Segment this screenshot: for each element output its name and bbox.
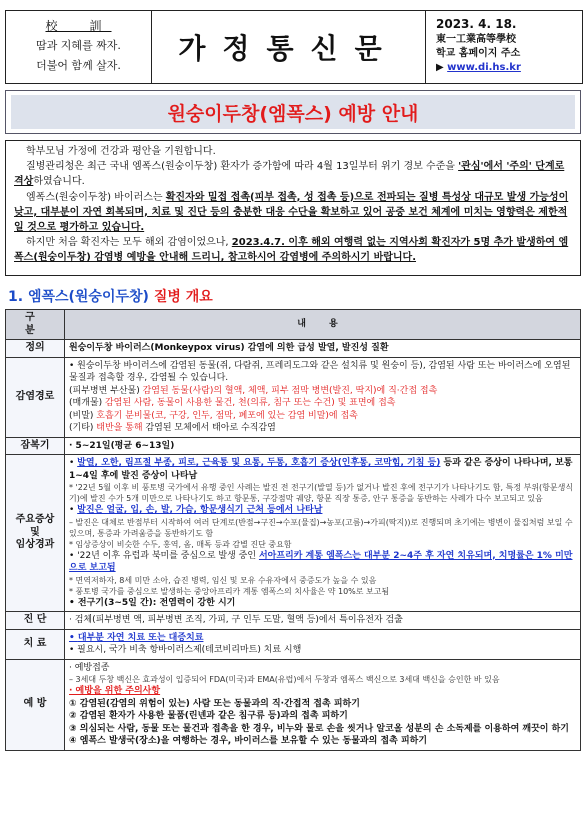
intro-box: [5, 140, 581, 276]
intro-paragraph: [14, 190, 574, 236]
section-number: 1.: [8, 289, 24, 305]
intro-paragraph: [14, 159, 574, 189]
table-row-incubation: [6, 437, 581, 455]
row-content: · 검체(피부병변 액, 피부병변 조직, 가피, 구 인두 도말, 혈액 등)에서 특이유전자 검출: [65, 612, 581, 630]
prevention-heading: · 예방을 위한 주의사항: [69, 686, 161, 696]
row-content: [65, 659, 581, 750]
newsletter-title: 가정통신문: [178, 32, 399, 65]
table-row-route: [6, 357, 581, 437]
text: 감염된 모체에서 태아로 수직감염: [142, 423, 276, 433]
table-header-row: [6, 310, 581, 340]
route-item: [69, 422, 576, 435]
text: 임상경과: [15, 539, 55, 551]
text: 등과 같은 증상이 나타나며, 보통 1~4일 후에 발진 증상이 나타남: [69, 458, 573, 481]
row-content: [65, 455, 581, 612]
triangle-icon: ▶: [436, 62, 448, 73]
prevention-item: ① 감염된(감염의 위험이 있는) 사람 또는 동물과의 직·간접적 접촉 피하기: [69, 698, 360, 709]
row-label: 정의: [6, 340, 65, 358]
symptom-note: * 면역저하자, 8세 미만 소아, 습진 병력, 임신 및 모유 수유자에서 중증도가 높을 수 있음: [69, 575, 377, 585]
alert-level-text: '관심'에서 '주의' 단계로 격상: [14, 161, 565, 188]
table-row-diagnosis: [6, 612, 581, 630]
table-row-prevention: [6, 659, 581, 750]
text: 감염된 사람, 동물이 사용한 물건, 천(의류, 침구 또는 수건) 및 표면에 접촉: [104, 398, 396, 408]
row-label: 진 단: [6, 612, 65, 630]
row-label: 치 료: [6, 629, 65, 659]
table-row-definition: [6, 340, 581, 358]
text: 감염된 동물(사람)의 혈액, 체액, 피부 점막 병변(발진, 딱지)에 직·간접 접촉: [142, 385, 438, 396]
symptom-note: – 발진은 대체로 반점부터 시작하여 여러 단계로(반점→구진→수포(물집)→농포(고름)→가피(딱지))로 진행되며 초기에는 병변이 물집처럼 보일 수 있으며, 통증과 가려움증을 동반하기도 함: [69, 517, 573, 538]
text: (매개물): [69, 398, 105, 408]
motto-heading: 校 訓: [45, 19, 112, 33]
text: '22년 이후 유럽과 북미를 중심으로 발생 중인: [77, 550, 259, 561]
text: (피부병변 부산물): [69, 385, 143, 396]
treatment-item: • 대부분 자연 치료 또는 대증치료: [69, 632, 204, 643]
intro-paragraph: [14, 235, 574, 265]
text: 서아프리카 계통 엠폭스는 대부분 2~4주 후 자연 치유되며, 치명률은 1% 미만으로 보고됨: [69, 550, 573, 573]
overview-table: [5, 309, 581, 751]
text: 대부분 자연 치료 또는 대증치료: [77, 632, 204, 643]
table-row-treatment: [6, 629, 581, 659]
text: 및: [30, 526, 40, 538]
text: 호흡기 분비물(코, 구강, 인두, 점막, 폐포에 있는 감염 비말)에 접촉: [96, 410, 358, 421]
route-item: [69, 397, 576, 410]
symptom-note: * 풍토병 국가를 중심으로 발생하는 중앙아프리카 계통 엠폭스의 치사율은 약 10%로 보고됨: [69, 586, 390, 596]
school-motto: [6, 11, 152, 83]
symptom-item: • 발진은 얼굴, 입, 손, 발, 가슴, 항문생식기 근처 등에서 나타남: [69, 505, 323, 515]
row-content: [65, 357, 581, 437]
text: 전구기(3~5일 간): 전염력이 강한 시기: [77, 597, 236, 608]
column-header: 구 분: [6, 310, 65, 340]
prevention-note: – 3세대 두창 백신은 효과성이 입증되어 FDA(미국)과 EMA(유럽)에서 두창과 엠폭스 백신으로 3세대 백신을 승인한 바 있음: [69, 675, 500, 684]
prevention-heading: · 예방접종: [69, 662, 110, 673]
treatment-item: • 필요시, 국가 비축 항바이러스제(테코비리마트) 치료 시행: [69, 645, 302, 655]
row-label: 예 방: [6, 659, 65, 750]
notice-banner: [5, 90, 581, 134]
text: 하지만 처음 확진자는 모두 해외 감염이었으나,: [26, 237, 232, 249]
text: 태반을 통해: [96, 423, 143, 433]
row-label: 잠복기: [6, 437, 65, 455]
section-title-sub: 질병 개요: [153, 289, 213, 305]
table-row-symptoms: [6, 455, 581, 612]
route-intro: • 원숭이두창 바이러스에 감염된 동물(쥐, 다람쥐, 프레리도그와 같은 설치류 및 원숭이 등), 감염된 사람 또는 바이러스에 오염된 물질과 접촉할 경우, 감염될 수 있습니다.: [69, 360, 571, 383]
text: 발열, 오한, 림프절 부종, 피로, 근육통 및 요통, 두통, 호흡기 증상(인후통, 코막힘, 기침 등): [77, 458, 441, 468]
school-info: [425, 11, 582, 83]
text: (기타): [69, 423, 97, 433]
section-title-main: 엠폭스(원숭이두창): [27, 289, 149, 305]
school-name: 東一工業高等學校: [436, 34, 516, 45]
text: (비말): [69, 410, 97, 421]
prevention-item: ② 감염된 환자가 사용한 물품(린넨과 같은 침구류 등)과의 접촉 피하기: [69, 711, 348, 721]
column-header: 내 용: [65, 310, 581, 340]
notice-title: 원숭이두창(엠폭스) 예방 안내: [11, 95, 575, 129]
homepage-link[interactable]: www.di.hs.kr: [447, 62, 521, 73]
symptom-note: * 임상증상이 비슷한 수두, 홍역, 옴, 매독 등과 감별 진단 중요함: [69, 539, 292, 549]
text: 필요시, 국가 비축 항바이러스제(테코비리마트) 치료 시행: [77, 645, 302, 655]
emphasis-text: 2023.4.7. 이후 해외 여행력 없는 지역사회 확진자가 5명 추가 발생하여 엠폭스(원숭이두창) 감염병 예방을 안내해 드리니, 참고하시어 감염병에 주의하시기 바랍니다.: [14, 237, 569, 264]
text: 주요증상: [15, 514, 55, 526]
row-label: [6, 455, 65, 612]
prevention-item: ④ 엠폭스 발생국(장소)을 여행하는 경우, 바이러스를 보유할 수 있는 동물과의 접촉 피하기: [69, 736, 428, 746]
symptom-item: • '22년 이후 유럽과 북미를 중심으로 발생 중인 서아프리카 계통 엠폭스는 대부분 2~4주 후 자연 치유되며, 치명률은 1% 미만으로 보고됨: [69, 550, 573, 573]
intro-paragraph: 학부모님 가정에 건강과 평안을 기원합니다.: [26, 146, 216, 157]
row-content: 원숭이두창 바이러스(Monkeypox virus) 감염에 의한 급성 발열, 발진성 질환: [65, 340, 581, 358]
issue-date: 2023. 4. 18.: [436, 17, 517, 31]
homepage-label: 학교 홈페이지 주소: [436, 48, 521, 59]
route-item: [69, 410, 576, 423]
symptom-item: • 전구기(3~5일 간): 전염력이 강한 시기: [69, 597, 236, 608]
symptom-item: • 발열, 오한, 림프절 부종, 피로, 근육통 및 요통, 두통, 호흡기 증상(인후통, 코막힘, 기침 등) 등과 같은 증상이 나타나며, 보통 1~4일 후에 발진 증상이 나타남: [69, 458, 573, 481]
row-content: [65, 629, 581, 659]
symptom-note: * '22년 5월 이후 비 풍토병 국가에서 유행 중인 사례는 발진 전 전구기(발열 등)가 없거나 발진 후에 전구기가 나타나기도 함, 특정 부위(항문생식기)에 발진 수가 5개 미만으로 나타나기도 하고 항문통, 구강점막 궤양, 항문 직장 통증, 안구 통증을 동반하는 사례가 다수 보고되고 있음: [69, 483, 574, 503]
section-heading: [8, 286, 213, 306]
row-label: 감염경로: [6, 357, 65, 437]
header: [5, 10, 583, 84]
motto-line: 더불어 함께 살자.: [36, 59, 121, 72]
route-item: [69, 385, 576, 398]
prevention-item: ③ 의심되는 사람, 동물 또는 물건과 접촉을 한 경우, 비누와 물로 손을 씻거나 알코올 성분의 손 소독제를 이용하여 깨끗이 하기: [69, 723, 569, 734]
text: 발진은 얼굴, 입, 손, 발, 가슴, 항문생식기 근처 등에서 나타남: [77, 505, 323, 515]
row-content: · 5~21일(평균 6~13일): [65, 437, 581, 455]
motto-line: 땀과 지혜를 짜자.: [36, 39, 121, 52]
text: 엠폭스(원숭이두창) 바이러스는: [26, 191, 166, 203]
text: 질병관리청은 최근 국내 엠폭스(원숭이두창) 환자가 증가함에 따라 4월 13일부터 위기 경보 수준을: [26, 161, 459, 173]
emphasis-text: 확진자와 밀접 접촉(피부 접촉, 성 접촉 등)으로 전파되는 질병 특성상 대규모 발생 가능성이 낮고, 대부분이 자연 회복되며, 치료 및 진단 등의 충분한 대응 수단을 확보하고 있어 공중 보건 체계에 미치는 영향력은 제한적일 것으로 평가하고 있습니다.: [14, 191, 569, 234]
text: 하였습니다.: [33, 176, 85, 188]
